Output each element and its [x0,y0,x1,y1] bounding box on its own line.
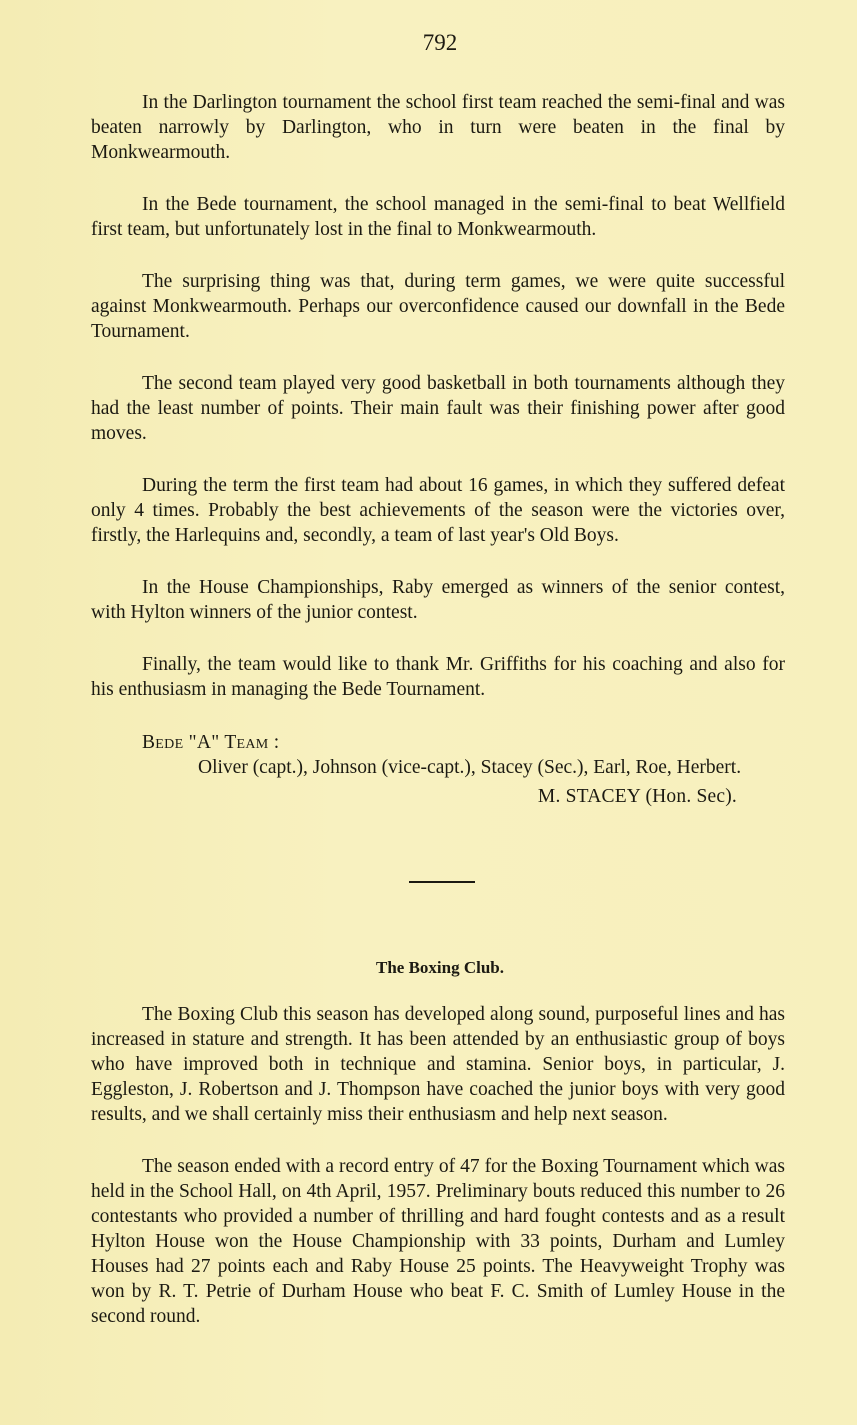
paragraph-bede-tournament: In the Bede tournament, the school managed in the semi-final to beat Wellfield first team, but unfortunately lost in the final to Monkwearmouth. [91,194,785,240]
team-list [91,730,785,809]
paragraph-second-team: The second team played very good basketball in both tournaments although they had the least number of points. Their main fault was their finishing power after good moves. [91,373,785,444]
paragraph-house-championships: In the House Championships, Raby emerged as winners of the senior contest, with Hylton winners of the junior contest. [91,577,785,623]
page-number: 792 [422,30,458,55]
paragraph-term-games: The surprising thing was that, during term games, we were quite successful against Monkwearmouth. Perhaps our overconfidence caused our downfall in the Bede Tournament. [91,271,785,342]
team-members: Oliver (capt.), Johnson (vice-capt.), Stacey (Sec.), Earl, Roe, Herbert. [198,757,742,778]
team-heading: Bede "A" Team : [142,732,280,753]
signature: M. STACEY (Hon. Sec). [537,786,737,807]
section-title-boxing-club: The Boxing Club. [375,958,504,977]
section-divider [409,881,475,883]
paragraph-term-record: During the term the first team had about 16 games, in which they suffered defeat only 4 times. Probably the best achievements of the season were the victories over, firstly, the Harlequins and, secondly, a team of last year's Old Boys. [91,475,785,546]
paragraph-darlington-tournament: In the Darlington tournament the school first team reached the semi-final and was beaten narrowly by Darlington, who in turn were beaten in the final by Monkwearmouth. [91,92,785,163]
paragraph-boxing-tournament: The season ended with a record entry of 47 for the Boxing Tournament which was held in the School Hall, on 4th April, 1957. Preliminary bouts reduced this number to 26 contestants who provided a number of thrilling and hard fought contests and as a result Hylton House won the House Championship with 33 points, Durham and Lumley Houses had 27 points each and Raby House 25 points. The Heavyweight Trophy was won by R. T. Petrie of Durham House who beat F. C. Smith of Lumley House in the second round. [91,1156,785,1327]
paragraph-thanks: Finally, the team would like to thank Mr. Griffiths for his coaching and also for his enthusiasm in managing the Bede Tournament. [91,654,785,700]
paragraph-boxing-season: The Boxing Club this season has developed along sound, purposeful lines and has increased in stature and strength. It has been attended by an enthusiastic group of boys who have improved both in technique and stamina. Senior boys, in particular, J. Eggleston, J. Robertson and J. Thompson have coached the junior boys with very good results, and we shall certainly miss their enthusiasm and help next season. [91,1004,785,1125]
